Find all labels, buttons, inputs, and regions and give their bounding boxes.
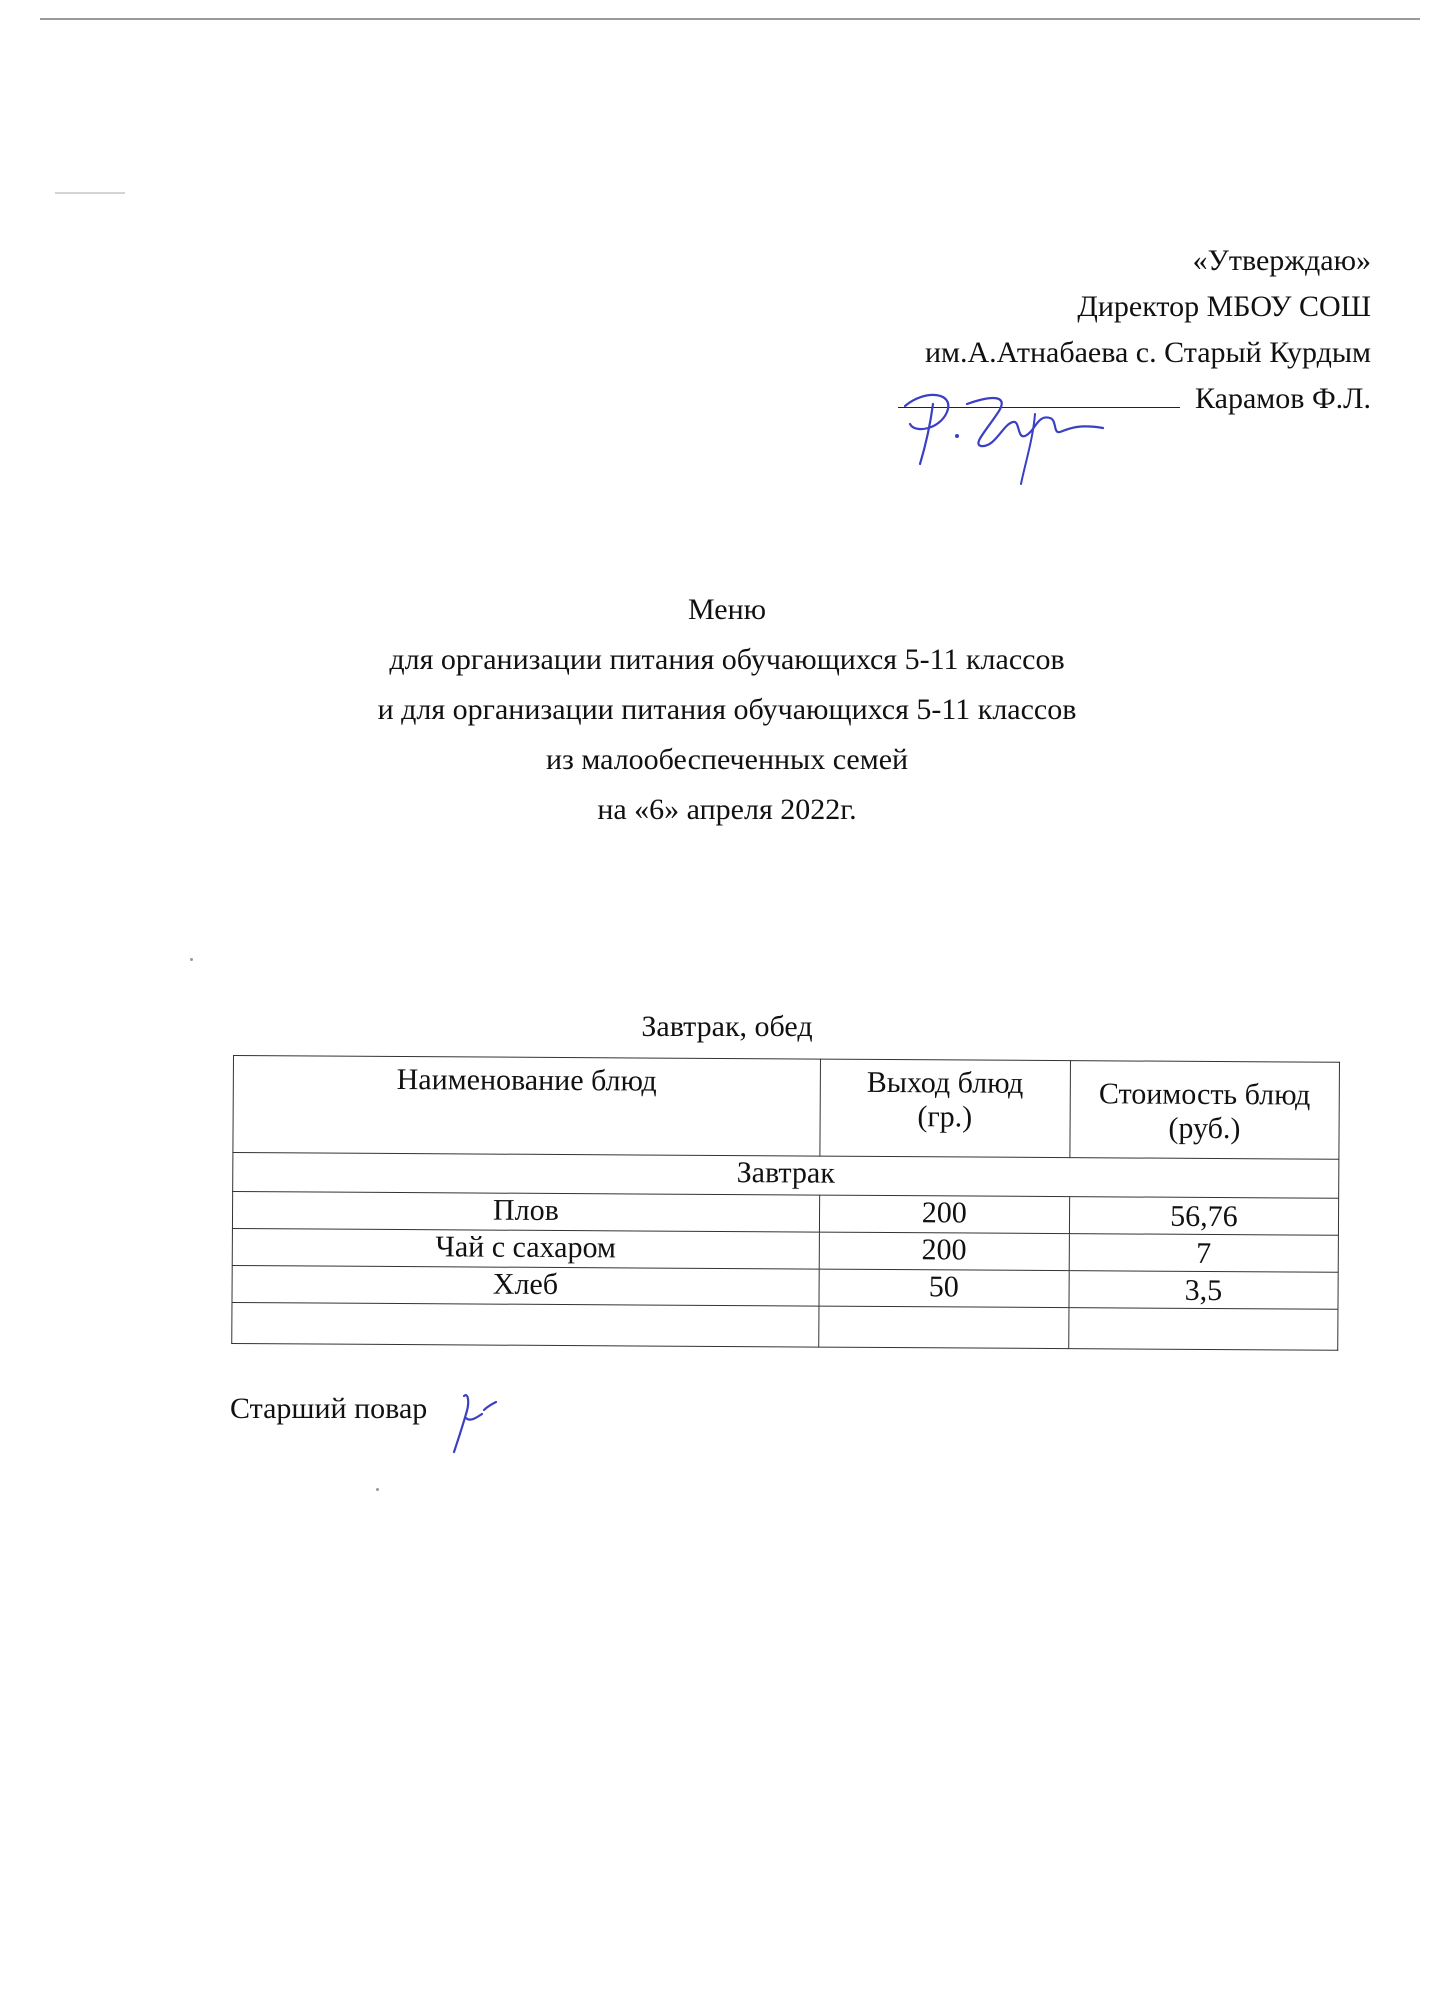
menu-title-block — [0, 585, 1454, 835]
dish-cost: 7 — [1069, 1234, 1339, 1273]
cook-label: Старший повар — [230, 1392, 428, 1425]
dish-name: Плов — [232, 1192, 819, 1233]
menu-title: Меню — [687, 593, 767, 626]
dish-cost: 3,5 — [1069, 1271, 1339, 1310]
approval-stamp: «Утверждаю» — [1192, 244, 1371, 277]
header-cost-label: Стоимость блюд — [1098, 1077, 1311, 1112]
empty-cell — [232, 1302, 819, 1347]
menu-subtitle-3: из малообеспеченных семей — [545, 743, 909, 776]
director-name: Карамов Ф.Л. — [1195, 382, 1371, 415]
cook-signature — [442, 1388, 502, 1468]
menu-table — [231, 1055, 1340, 1351]
director-position: Директор МБОУ СОШ — [1077, 290, 1371, 323]
meal-heading: Завтрак, обед — [641, 1010, 813, 1043]
menu-date: на «6» апреля 2022г. — [597, 793, 857, 826]
dish-name: Хлеб — [232, 1265, 819, 1306]
header-output — [820, 1059, 1071, 1158]
dish-output: 50 — [819, 1269, 1069, 1308]
header-output-label: Выход блюд — [866, 1065, 1024, 1100]
header-cost — [1070, 1061, 1340, 1160]
header-output-unit: (гр.) — [917, 1100, 973, 1134]
table-row-empty — [232, 1302, 1338, 1350]
empty-cell — [818, 1306, 1068, 1349]
dish-output: 200 — [819, 1232, 1069, 1271]
dish-output: 200 — [819, 1195, 1069, 1234]
dish-cost: 56,76 — [1069, 1197, 1339, 1236]
header-cost-unit: (руб.) — [1168, 1111, 1241, 1146]
dish-name: Чай с сахаром — [232, 1228, 819, 1269]
menu-subtitle-1: для организации питания обучающихся 5-11 классов — [389, 643, 1065, 676]
table-section-row — [233, 1153, 1339, 1199]
menu-subtitle-2: и для организации питания обучающихся 5-11 классов — [377, 693, 1077, 726]
scan-edge-line — [40, 18, 1420, 20]
school-name: им.А.Атнабаева с. Старый Курдым — [924, 336, 1371, 369]
scan-speck — [376, 1488, 379, 1491]
cook-signature-line — [230, 1392, 427, 1426]
scan-smudge — [55, 192, 125, 194]
empty-cell — [1068, 1308, 1338, 1351]
header-dish-name: Наименование блюд — [233, 1056, 820, 1157]
table-header-row — [233, 1056, 1340, 1160]
scan-speck — [190, 958, 193, 961]
director-signature — [885, 384, 1135, 494]
section-breakfast: Завтрак — [233, 1153, 1339, 1199]
